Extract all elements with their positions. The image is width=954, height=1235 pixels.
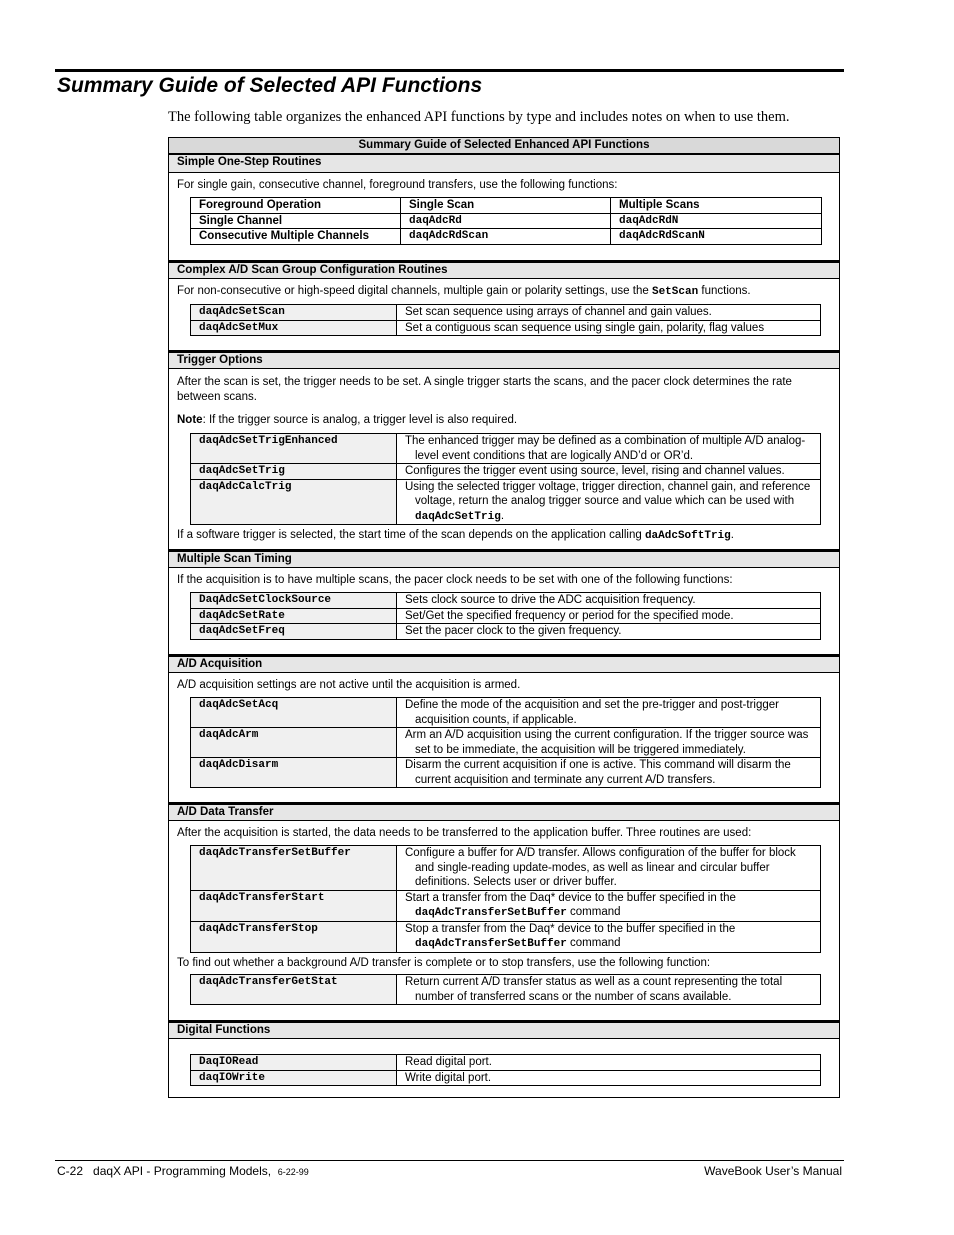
footer-date: 6-22-99	[277, 1167, 309, 1177]
table-row	[191, 624, 821, 640]
simple-text: For single gain, consecutive channel, foreground transfers, use the following functions:	[177, 179, 618, 191]
command-word: command	[566, 906, 621, 918]
acquisition-text: A/D acquisition settings are not active until the acquisition is armed.	[177, 679, 521, 691]
setbuffer-code: daqAdcTransferSetBuffer	[415, 938, 567, 950]
calc-description: Using the selected trigger voltage, trigger direction, channel gain, and reference voltage, return the analog trigger source and value which can be used with	[405, 480, 811, 507]
simple-routines-table	[190, 197, 822, 245]
table-row	[191, 213, 822, 229]
top-rule	[55, 69, 844, 72]
function-description	[397, 921, 821, 952]
timing-table	[190, 592, 821, 640]
column-header: Foreground Operation	[191, 198, 401, 214]
trigger-text: After the scan is set, the trigger needs to be set. A single trigger starts the scans, and the pacer clock determines the rate between scans.	[177, 376, 792, 403]
footer-manual: WaveBook User’s Manual	[704, 1164, 842, 1178]
function-description: Configures the trigger event using source, level, rising and channel values.	[397, 464, 821, 480]
stop-description: Stop a transfer from the Daq* device to the buffer specified in the	[405, 922, 736, 935]
column-header: Multiple Scans	[611, 198, 822, 214]
function-description: Sets clock source to drive the ADC acquisition frequency.	[397, 593, 821, 609]
complex-text-end: functions.	[698, 285, 751, 297]
table-row	[191, 758, 821, 788]
table-row	[191, 975, 821, 1005]
section-heading-simple: Simple One-Step Routines	[169, 154, 839, 173]
calc-end: .	[500, 509, 505, 522]
column-header: Single Scan	[401, 198, 611, 214]
complex-text	[177, 284, 831, 300]
function-name: daqAdcSetAcq	[191, 698, 397, 728]
function-name: daqAdcRd	[401, 213, 611, 229]
transfer-status-table	[190, 974, 821, 1005]
software-trigger-text	[177, 528, 831, 544]
function-name: DaqIORead	[191, 1055, 397, 1071]
note-label: Note	[177, 414, 203, 426]
function-name: daqAdcCalcTrig	[191, 479, 397, 525]
intro-paragraph: The following table organizes the enhanced API functions by type and includes notes on when to use them.	[168, 109, 790, 125]
function-name: daqAdcSetTrigEnhanced	[191, 434, 397, 464]
table-row	[191, 1070, 821, 1086]
softtrig-code: daAdcSoftTrig	[644, 530, 731, 542]
row-label: Consecutive Multiple Channels	[191, 229, 401, 245]
function-description: Set the pacer clock to the given frequency.	[397, 624, 821, 640]
function-name: daqAdcArm	[191, 728, 397, 758]
function-name: daqAdcRdN	[611, 213, 822, 229]
function-name: daqAdcSetMux	[191, 320, 397, 336]
function-description: Set/Get the specified frequency or period for the specified mode.	[397, 608, 821, 624]
command-word: command	[566, 937, 621, 949]
table-row	[191, 608, 821, 624]
page-title: Summary Guide of Selected API Functions	[57, 74, 483, 97]
function-description: Write digital port.	[397, 1070, 821, 1086]
footer-rule	[55, 1160, 844, 1161]
function-description	[397, 479, 821, 525]
function-description: Define the mode of the acquisition and set the pre-trigger and post-trigger acquisition counts, if applicable.	[397, 698, 821, 728]
table-row	[191, 1055, 821, 1071]
table-row	[191, 698, 821, 728]
function-name: daqIOWrite	[191, 1070, 397, 1086]
function-name: daqAdcTransferSetBuffer	[191, 846, 397, 891]
summary-table	[168, 137, 840, 1098]
function-description: Set scan sequence using arrays of channel and gain values.	[397, 305, 821, 321]
function-name: daqAdcTransferGetStat	[191, 975, 397, 1005]
function-name: daqAdcSetFreq	[191, 624, 397, 640]
function-description: Configure a buffer for A/D transfer. Allows configuration of the buffer for block and single-reading update-modes, as well as linear and circular buffer definitions. Selects user or driver buffer.	[397, 846, 821, 891]
table-row	[191, 921, 821, 952]
page-number: C-22	[57, 1164, 84, 1178]
footer-section: daqX API - Programming Models,	[93, 1164, 272, 1178]
footer-left	[57, 1164, 309, 1178]
software-trigger-start: If a software trigger is selected, the start time of the scan depends on the application calling	[177, 529, 645, 541]
complex-text-start: For non-consecutive or high-speed digital channels, multiple gain or polarity settings, use the	[177, 285, 652, 297]
function-description: Return current A/D transfer status as well as a count representing the total number of transferred scans or the number of scans available.	[397, 975, 821, 1005]
function-description: Read digital port.	[397, 1055, 821, 1071]
row-label: Single Channel	[191, 213, 401, 229]
function-description: Disarm the current acquisition if one is active. This command will disarm the current acquisition and terminate any current A/D transfers.	[397, 758, 821, 788]
complex-routines-table	[190, 304, 821, 336]
table-row	[191, 320, 821, 336]
table-row	[191, 479, 821, 525]
transfer-table	[190, 845, 821, 953]
function-name: daqAdcSetRate	[191, 608, 397, 624]
table-row	[191, 846, 821, 891]
setbuffer-code: daqAdcTransferSetBuffer	[415, 907, 567, 919]
table-row	[191, 593, 821, 609]
function-name: daqAdcSetScan	[191, 305, 397, 321]
table-row	[191, 198, 822, 214]
acquisition-table	[190, 697, 821, 788]
table-row	[191, 434, 821, 464]
note-text: : If the trigger source is analog, a trigger level is also required.	[202, 414, 518, 426]
section-heading-timing: Multiple Scan Timing	[169, 549, 839, 568]
table-row	[191, 464, 821, 480]
function-name: daqAdcDisarm	[191, 758, 397, 788]
section-heading-digital: Digital Functions	[169, 1020, 839, 1039]
function-description: The enhanced trigger may be defined as a combination of multiple A/D analog-level event conditions that are logically AND’d or OR’d.	[397, 434, 821, 464]
software-trigger-end: .	[730, 529, 734, 541]
setscan-code: SetScan	[651, 286, 699, 298]
digital-table	[190, 1054, 821, 1086]
table-row	[191, 728, 821, 758]
start-description: Start a transfer from the Daq* device to the buffer specified in the	[405, 891, 736, 904]
timing-text: If the acquisition is to have multiple scans, the pacer clock needs to be set with one of the following functions:	[177, 574, 733, 586]
function-name: daqAdcRdScanN	[611, 229, 822, 245]
function-name: daqAdcTransferStop	[191, 921, 397, 952]
function-name: daqAdcRdScan	[401, 229, 611, 245]
section-heading-complex: Complex A/D Scan Group Configuration Routines	[169, 260, 839, 279]
table-row	[191, 890, 821, 921]
transfer-status-text: To find out whether a background A/D transfer is complete or to stop transfers, use the following function:	[177, 957, 711, 969]
trigger-table	[190, 433, 821, 525]
section-heading-trigger: Trigger Options	[169, 350, 839, 369]
function-name: daqAdcSetTrig	[191, 464, 397, 480]
section-heading-acquisition: A/D Acquisition	[169, 654, 839, 673]
function-description: Set a contiguous scan sequence using single gain, polarity, flag values	[397, 320, 821, 336]
table-row	[191, 229, 822, 245]
function-name: daqAdcTransferStart	[191, 890, 397, 921]
trigger-note	[177, 413, 831, 428]
section-heading-transfer: A/D Data Transfer	[169, 802, 839, 821]
calc-code: daqAdcSetTrig	[415, 510, 501, 523]
transfer-text: After the acquisition is started, the data needs to be transferred to the application buffer. Three routines are used:	[177, 827, 752, 839]
table-row	[191, 305, 821, 321]
function-description: Arm an A/D acquisition using the current configuration. If the trigger source was set to be immediate, the acquisition will be triggered immediately.	[397, 728, 821, 758]
function-name: DaqAdcSetClockSource	[191, 593, 397, 609]
function-description	[397, 890, 821, 921]
table-title: Summary Guide of Selected Enhanced API Functions	[169, 138, 839, 154]
